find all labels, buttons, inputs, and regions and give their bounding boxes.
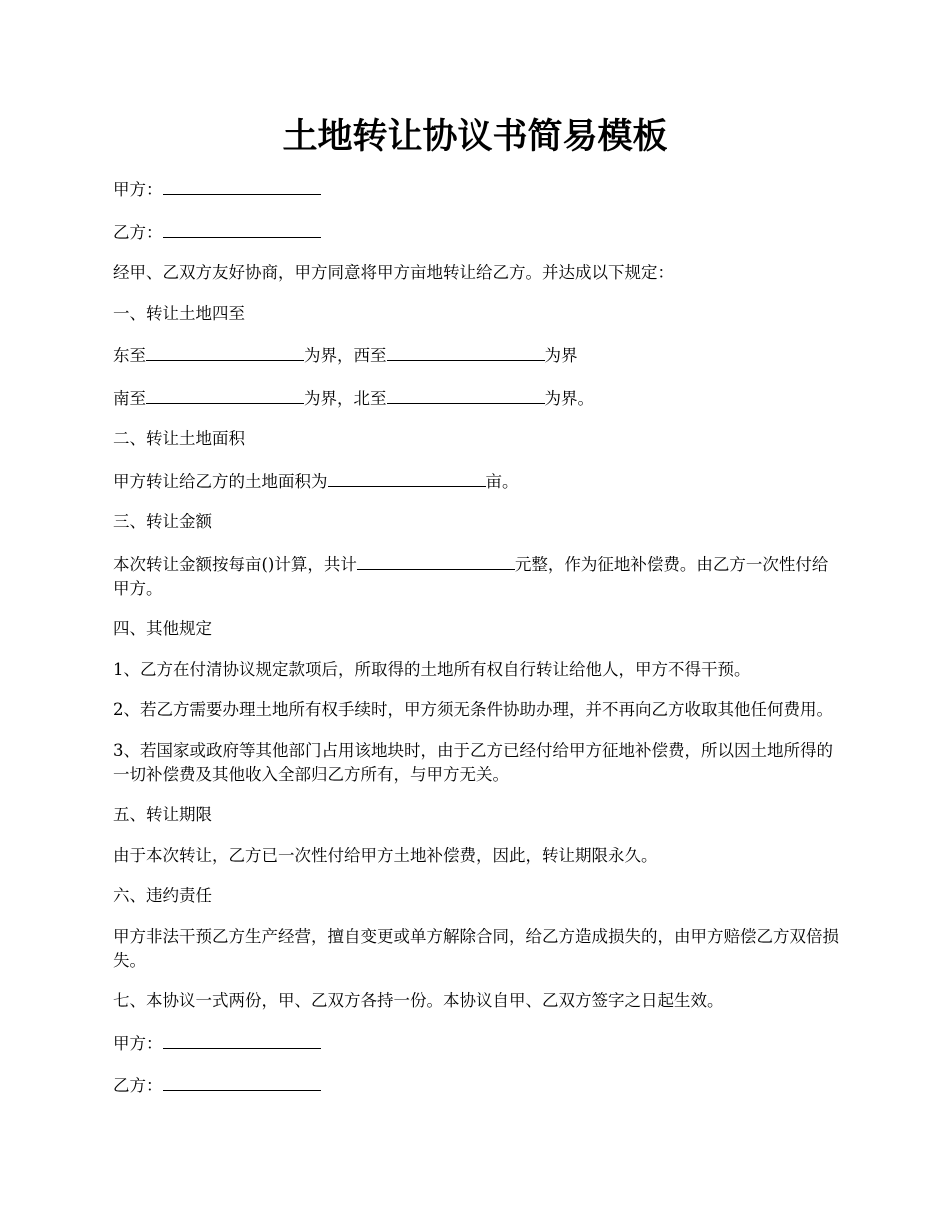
- section-7-paragraph: 七、本协议一式两份，甲、乙双方各持一份。本协议自甲、乙双方签字之日起生效。: [113, 991, 724, 1010]
- signature-party-b-blank[interactable]: [163, 1072, 321, 1091]
- signature-party-b: [113, 1072, 843, 1098]
- north-blank[interactable]: [387, 385, 545, 404]
- intro-paragraph: 经甲、乙双方友好协商，甲方同意将甲方亩地转让给乙方。并达成以下规定：: [113, 263, 674, 282]
- east-blank[interactable]: [146, 342, 304, 361]
- south-blank[interactable]: [146, 385, 304, 404]
- section-5-heading: 五、转让期限: [113, 805, 212, 824]
- section-4-heading: 四、其他规定: [113, 619, 212, 638]
- boundary-east-west: [113, 342, 843, 368]
- party-b-label: 乙方：: [113, 222, 163, 242]
- signature-party-a: [113, 1030, 843, 1056]
- party-a-line: [113, 176, 843, 202]
- section-6-heading: 六、违约责任: [113, 886, 212, 905]
- party-a-blank[interactable]: [163, 176, 321, 195]
- signature-party-a-blank[interactable]: [163, 1030, 321, 1049]
- east-suffix: 为界，西至: [304, 346, 387, 365]
- section-3-heading: 三、转让金额: [113, 512, 212, 531]
- document-body: [113, 176, 843, 1115]
- amount-prefix: 本次转让金额按每亩()计算，共计: [113, 554, 357, 574]
- document-title: 土地转让协议书简易模板: [282, 116, 668, 157]
- west-blank[interactable]: [387, 342, 545, 361]
- west-suffix: 为界: [544, 346, 578, 365]
- south-prefix: 南至: [113, 388, 146, 408]
- rule-2: 2、若乙方需要办理土地所有权手续时，甲方须无条件协助办理，并不再向乙方收取其他任何费用。: [113, 700, 833, 719]
- area-line: [113, 468, 843, 494]
- south-suffix: 为界，北至: [304, 388, 387, 408]
- amount-line: [113, 551, 843, 601]
- party-a-label: 甲方：: [113, 180, 163, 199]
- rule-3: 3、若国家或政府等其他部门占用该地块时，由于乙方已经付给甲方征地补偿费，所以因土地所得的一切补偿费及其他收入全部归乙方所有，与甲方无关。: [113, 740, 833, 784]
- section-2-heading: 二、转让土地面积: [113, 429, 245, 448]
- amount-blank[interactable]: [357, 551, 515, 570]
- party-b-blank[interactable]: [163, 219, 321, 238]
- party-b-line: [113, 219, 843, 245]
- term-paragraph: 由于本次转让，乙方已一次性付给甲方土地补偿费，因此，转让期限永久。: [113, 845, 658, 865]
- east-prefix: 东至: [113, 346, 146, 365]
- rule-1: 1、乙方在付清协议规定款项后，所取得的土地所有权自行转让给他人，甲方不得干预。: [113, 659, 751, 679]
- north-suffix: 为界。: [544, 388, 594, 408]
- signature-party-b-label: 乙方：: [113, 1076, 163, 1095]
- area-blank[interactable]: [328, 468, 486, 487]
- area-suffix: 亩。: [485, 471, 519, 491]
- signature-party-a-label: 甲方：: [113, 1033, 163, 1053]
- boundary-south-north: [113, 385, 843, 411]
- breach-paragraph: 甲方非法干预乙方生产经营，擅自变更或单方解除合同，给乙方造成损失的，由甲方赔偿乙方双倍损失。: [113, 926, 839, 970]
- amount-suffix: 元整，作为征地补偿费。由乙方一次性付给甲方。: [113, 554, 829, 598]
- section-1-heading: 一、转让土地四至: [113, 303, 245, 323]
- area-prefix: 甲方转让给乙方的土地面积为: [113, 471, 328, 491]
